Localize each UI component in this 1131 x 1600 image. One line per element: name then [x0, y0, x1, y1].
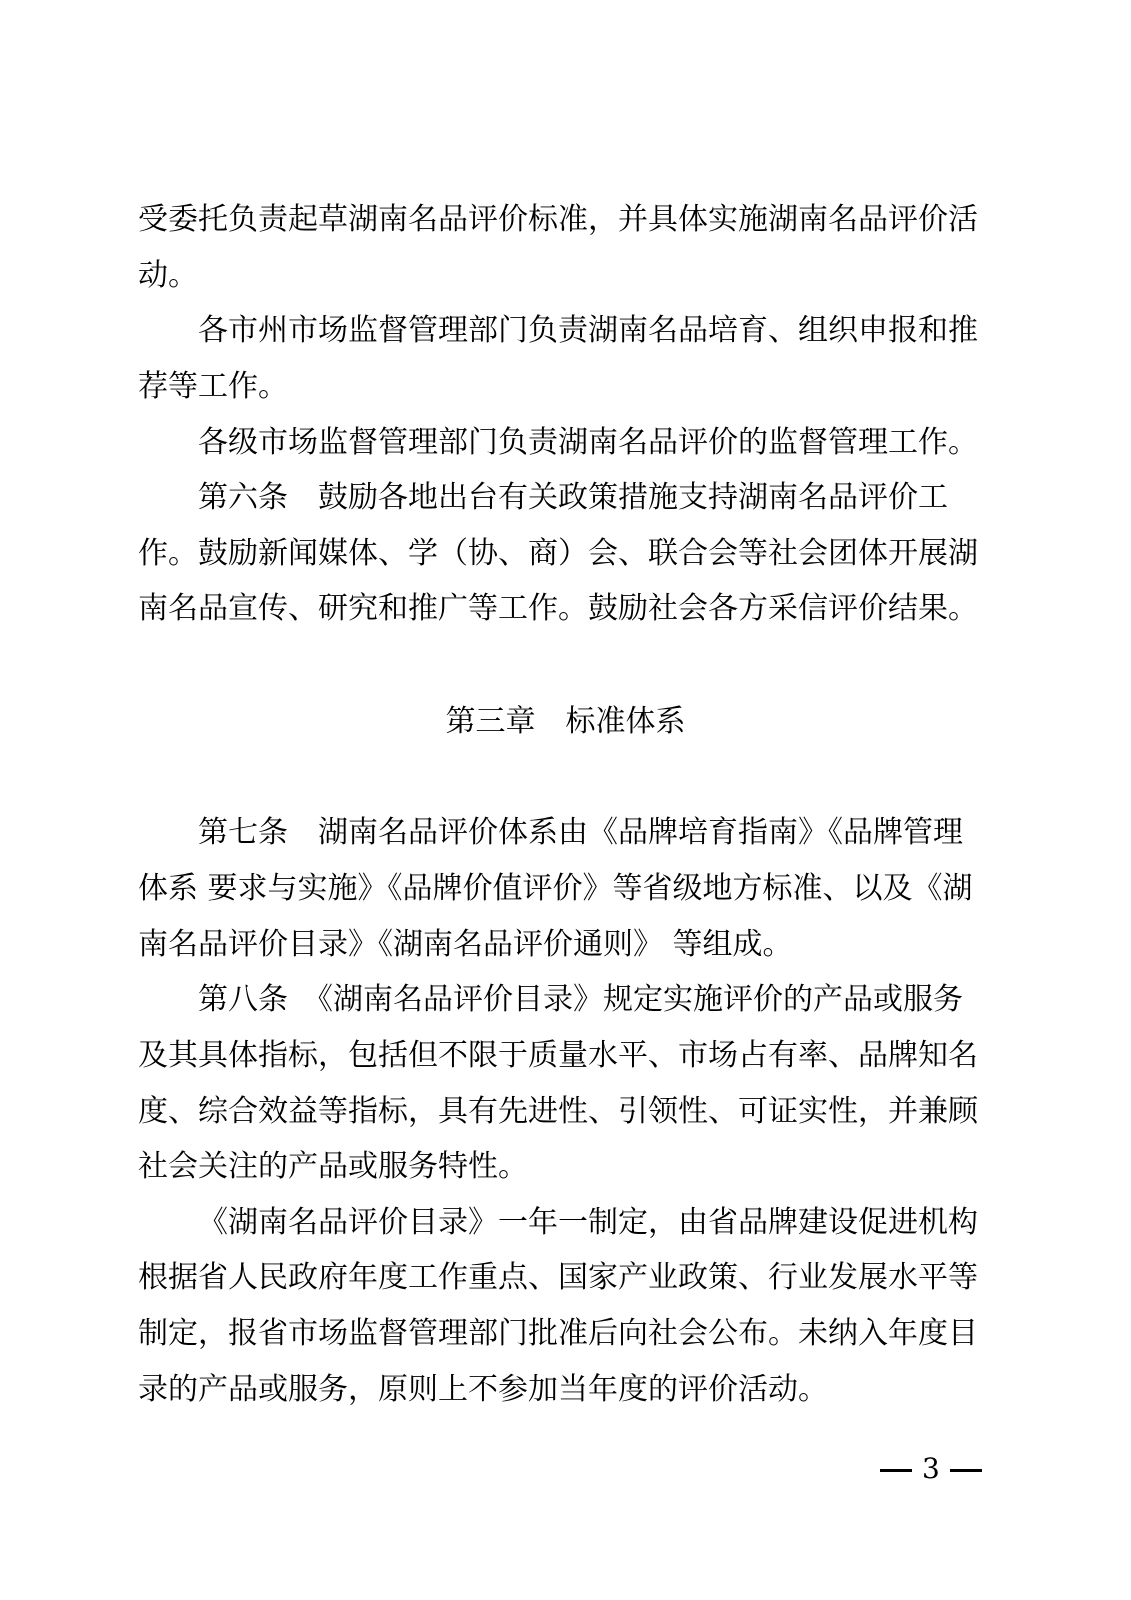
article-6-line: 南名品宣传、研究和推广等工作。鼓励社会各方采信评价结果。 — [138, 591, 978, 626]
paragraph-line: 根据省人民政府年度工作重点、国家产业政策、行业发展水平等 — [138, 1260, 978, 1295]
paragraph-line: 各级市场监督管理部门负责湖南名品评价的监督管理工作。 — [198, 425, 978, 460]
paragraph-line: 动。 — [138, 258, 198, 293]
page-number: 3 — [922, 1452, 940, 1485]
article-7-line: 体系 要求与实施》《品牌价值评价》等省级地方标准、以及《湖 — [138, 871, 973, 906]
article-8-line: 度、综合效益等指标，具有先进性、引领性、可证实性，并兼顾 — [138, 1094, 978, 1129]
article-7-line: 南名品评价目录》《湖南名品评价通则》 等组成。 — [138, 927, 793, 962]
article-8-line: 社会关注的产品或服务特性。 — [138, 1149, 528, 1184]
page-footer — [880, 1451, 982, 1487]
paragraph-line: 录的产品或服务，原则上不参加当年度的评价活动。 — [138, 1372, 828, 1407]
article-8-line: 及其具体指标，包括但不限于质量水平、市场占有率、品牌知名 — [138, 1038, 978, 1073]
chapter-heading: 第三章 标准体系 — [445, 704, 686, 739]
paragraph-line: 受委托负责起草湖南名品评价标准，并具体实施湖南名品评价活 — [138, 202, 978, 237]
paragraph-line: 制定，报省市场监督管理部门批准后向社会公布。未纳入年度目 — [138, 1316, 978, 1351]
article-6-line: 作。鼓励新闻媒体、学（协、商）会、联合会等社会团体开展湖 — [138, 536, 978, 571]
paragraph-line: 《湖南名品评价目录》一年一制定，由省品牌建设促进机构 — [198, 1205, 978, 1240]
paragraph-line: 荐等工作。 — [138, 369, 288, 404]
footer-dash-left — [880, 1469, 912, 1472]
article-6-line: 第六条 鼓励各地出台有关政策措施支持湖南名品评价工 — [198, 480, 948, 515]
paragraph-line: 各市州市场监督管理部门负责湖南名品培育、组织申报和推 — [198, 313, 978, 348]
article-8-line: 第八条 《湖南名品评价目录》规定实施评价的产品或服务 — [198, 982, 963, 1017]
article-7-line: 第七条 湖南名品评价体系由《品牌培育指南》《品牌管理 — [198, 815, 963, 850]
footer-dash-right — [950, 1469, 982, 1472]
